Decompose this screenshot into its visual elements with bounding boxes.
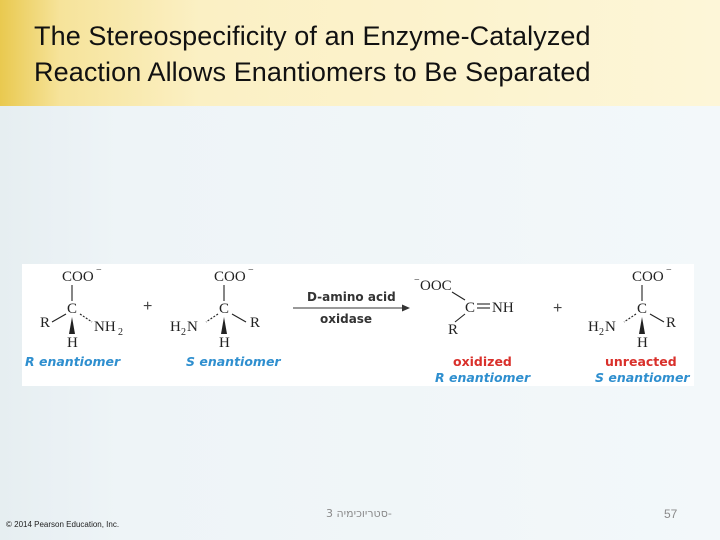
- unreacted-s-structure: [588, 265, 690, 385]
- u-coo-charge: −: [666, 265, 672, 276]
- page-number: 57: [664, 507, 678, 521]
- s-left-sub: 2: [181, 327, 186, 338]
- s-left-tail: N: [187, 319, 198, 335]
- slide-title: [34, 18, 714, 90]
- product-bond-lower: [455, 314, 465, 322]
- u-bottom-group: H: [637, 335, 648, 351]
- s-coo-charge: −: [248, 265, 254, 276]
- unreacted-s-enantiomer-label: S enantiomer: [595, 370, 690, 385]
- s-bond-left-hashed: [206, 314, 218, 322]
- reaction-scheme: [22, 264, 694, 386]
- product-bond-upper: [452, 292, 465, 300]
- u-left-group: H: [588, 319, 599, 335]
- r-right-sub: 2: [118, 327, 123, 338]
- arrow-head: [402, 305, 410, 312]
- product-imine-group: NH: [492, 300, 514, 316]
- title-line-1: The Stereospecificity of an Enzyme-Catalyzed: [34, 21, 591, 51]
- copyright-notice: © 2014 Pearson Education, Inc.: [6, 520, 120, 529]
- r-right-group: NH: [94, 319, 116, 335]
- reaction-arrow: [293, 290, 410, 326]
- s-bond-bottom-wedge: [221, 317, 227, 334]
- r-bond-right-hashed: [80, 314, 92, 322]
- u-center-carbon: C: [637, 301, 648, 317]
- s-bottom-group: H: [219, 335, 230, 351]
- r-center-carbon: C: [67, 301, 78, 317]
- oxidized-label: oxidized: [453, 354, 512, 369]
- footer-course-text: סטריוכימיה 3-: [326, 507, 392, 520]
- s-enantiomer-label: S enantiomer: [186, 354, 281, 369]
- arrow-label-above: D-amino acid: [307, 290, 396, 304]
- r-bond-left: [52, 314, 66, 322]
- u-right-group: R: [666, 315, 677, 331]
- oxidized-product-structure: [414, 275, 531, 385]
- u-left-sub: 2: [599, 327, 604, 338]
- product-r-group: R: [448, 322, 459, 338]
- u-coo-group: COO: [632, 269, 664, 285]
- unreacted-label: unreacted: [605, 354, 677, 369]
- s-bond-right: [232, 314, 246, 322]
- r-enantiomer-structure: [25, 265, 123, 369]
- u-bond-left-hashed: [624, 314, 636, 322]
- r-bottom-group: H: [67, 335, 78, 351]
- arrow-label-below: oxidase: [320, 312, 373, 326]
- s-coo-group: COO: [214, 269, 246, 285]
- r-coo-charge: −: [96, 265, 102, 276]
- u-bond-right: [650, 314, 664, 322]
- r-coo-group: COO: [62, 269, 94, 285]
- r-left-group: R: [40, 315, 51, 331]
- product-charge: −: [414, 275, 420, 286]
- product-center-carbon: C: [465, 300, 476, 316]
- u-bond-bottom-wedge: [639, 317, 645, 334]
- s-enantiomer-structure: [170, 265, 281, 369]
- plus-sign-2: +: [553, 300, 563, 317]
- oxidized-r-enantiomer-label: R enantiomer: [435, 370, 531, 385]
- s-center-carbon: C: [219, 301, 230, 317]
- s-left-group: H: [170, 319, 181, 335]
- plus-sign-1: +: [143, 298, 153, 315]
- reaction-figure: [22, 264, 694, 386]
- title-line-2: Reaction Allows Enantiomers to Be Separated: [34, 57, 591, 87]
- r-bond-bottom-wedge: [69, 317, 75, 334]
- u-left-tail: N: [605, 319, 616, 335]
- r-enantiomer-label: R enantiomer: [25, 354, 121, 369]
- product-ooc-group: OOC: [420, 278, 452, 294]
- s-right-group: R: [250, 315, 261, 331]
